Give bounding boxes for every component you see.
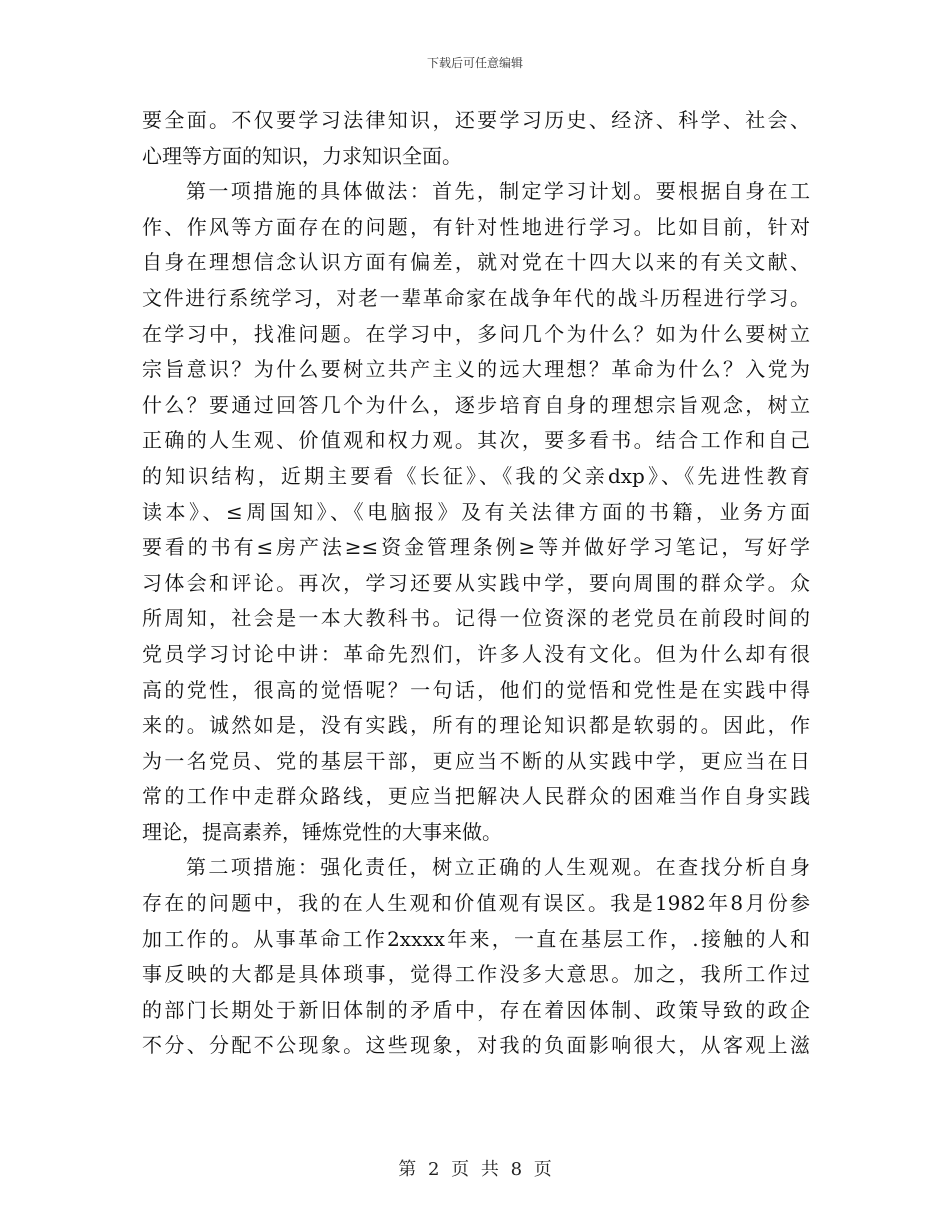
text-line: 自身在理想信念认识方面有偏差，就对党在十四大以来的有关文献、 xyxy=(142,250,810,275)
text-line: 第二项措施：强化责任，树立正确的人生观观。在查找分析自身 xyxy=(186,855,810,880)
text-line: 心理等方面的知识，力求知识全面。 xyxy=(142,143,462,168)
text-line: 常的工作中走群众路线，更应当把解决人民群众的困难当作自身实践 xyxy=(142,784,810,809)
text-line: 正确的人生观、价值观和权力观。其次，要多看书。结合工作和自己 xyxy=(142,428,810,453)
text-line: 要看的书有≤房产法≥≤资金管理条例≥等并做好学习笔记，写好学 xyxy=(142,535,810,560)
text-line: 党员学习讨论中讲：革命先烈们，许多人没有文化。但为什么却有很 xyxy=(142,641,810,666)
text-line: 宗旨意识？为什么要树立共产主义的远大理想？革命为什么？入党为 xyxy=(142,357,810,382)
document-body xyxy=(142,103,810,1064)
text-line: 存在的问题中，我的在人生观和价值观有误区。我是1982年8月份参 xyxy=(142,891,810,916)
text-line: 所周知，社会是一本大教科书。记得一位资深的老党员在前段时间的 xyxy=(142,606,810,631)
text-line: 的知识结构，近期主要看《长征》、《我的父亲dxp》、《先进性教育 xyxy=(142,463,810,488)
text-line: 作、作风等方面存在的问题，有针对性地进行学习。比如目前，针对 xyxy=(142,214,810,239)
text-line: 事反映的大都是具体琐事，觉得工作没多大意思。加之，我所工作过 xyxy=(142,962,810,987)
text-line: 习体会和评论。再次，学习还要从实践中学，要向周围的群众学。众 xyxy=(142,570,810,595)
text-line: 高的党性，很高的觉悟呢？一句话，他们的觉悟和党性是在实践中得 xyxy=(142,677,810,702)
text-line: 理论，提高素养，锤炼党性的大事来做。 xyxy=(142,819,502,844)
text-line: 什么？要通过回答几个为什么，逐步培育自身的理想宗旨观念，树立 xyxy=(142,392,810,417)
text-line: 的部门长期处于新旧体制的矛盾中，存在着因体制、政策导致的政企 xyxy=(142,997,810,1022)
text-line: 要全面。不仅要学习法律知识，还要学习历史、经济、科学、社会、 xyxy=(142,108,810,132)
text-line: 来的。诚然如是，没有实践，所有的理论知识都是软弱的。因此，作 xyxy=(142,713,810,738)
text-line: 文件进行系统学习，对老一辈革命家在战争年代的战斗历程进行学习。 xyxy=(142,285,810,310)
text-line: 加工作的。从事革命工作2xxxx年来，一直在基层工作，.接触的人和 xyxy=(142,926,810,951)
text-line: 在学习中，找准问题。在学习中，多问几个为什么？如为什么要树立 xyxy=(142,321,810,346)
page-footer: 第 2 页 共 8 页 xyxy=(398,1159,552,1180)
page-header: 下载后可任意编辑 xyxy=(426,56,523,70)
text-line: 读本》、≤周国知》、《电脑报》及有关法律方面的书籍，业务方面 xyxy=(142,499,810,524)
text-line: 第一项措施的具体做法：首先，制定学习计划。要根据自身在工 xyxy=(186,179,810,204)
text-line: 不分、分配不公现象。这些现象，对我的负面影响很大，从客观上滋 xyxy=(142,1033,810,1058)
text-line: 为一名党员、党的基层干部，更应当不断的从实践中学，更应当在日 xyxy=(142,748,810,773)
